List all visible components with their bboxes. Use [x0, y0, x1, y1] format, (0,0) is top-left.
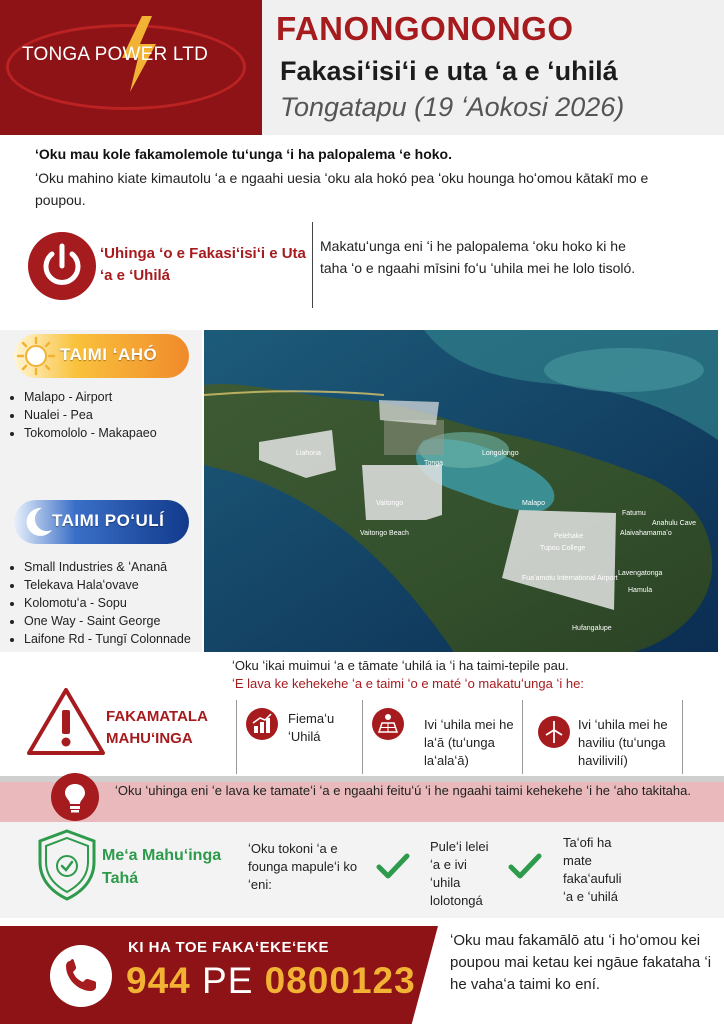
- divider: [522, 700, 523, 774]
- map-label: Hamula: [628, 587, 653, 594]
- day-area-list: [6, 388, 157, 442]
- moon-icon: [20, 504, 56, 540]
- schedule-note: ʻOku ʻikai muimui ʻa e tāmate ʻuhilá ia ʻi ha taimi-tepile pau.: [232, 658, 569, 673]
- map-label: Lavengatonga: [618, 570, 663, 577]
- day-time-label: TAIMI ʻAHÓ: [60, 345, 158, 364]
- safety-label: Meʻa Mahuʻinga Tahá: [102, 847, 222, 887]
- checkmark-icon: [376, 852, 410, 880]
- phone-number-1[interactable]: 944: [126, 960, 191, 1001]
- checkmark-icon: [508, 852, 542, 880]
- intro-text: ʻOku mahino kiate kimautolu ʻa e ngaahi uesia ʻoku ala hokó pea ʻoku hounga hoʻomou kātakī mo e poupou.: [35, 170, 649, 208]
- list-item: • Telekava Halaʻovave: [24, 576, 204, 594]
- solar-panel-icon: [372, 708, 404, 740]
- shield-check-icon: [36, 828, 98, 902]
- notice-text: ʻOku ʻuhinga eni ʻe lava ke tamateʻi ʻa e ngaahi feituʻú ʻi he ngaahi taimi kehekehe ʻi he ʻaho takitaha.: [115, 783, 691, 798]
- night-time-header: [14, 500, 189, 544]
- outage-map: [204, 330, 718, 652]
- list-item: • Tokomololo - Makapaeo: [24, 424, 157, 442]
- demand-factor-text: Fiemaʻu ʻUhilá: [288, 711, 335, 744]
- solar-factor-text: Ivi ʻuhila mei he laʻā (tuʻunga laʻalaʻā): [424, 717, 514, 768]
- sun-icon: [16, 336, 56, 376]
- list-item: • Nualei - Pea: [24, 406, 157, 424]
- map-label: Vaitongo Beach: [360, 530, 409, 537]
- map-label: Hufangalupe: [572, 625, 612, 632]
- phone-icon[interactable]: [50, 945, 112, 1007]
- map-label: Alaivahamamaʻo: [620, 530, 672, 537]
- list-item: • Laifone Rd - Tungī Colonnade: [24, 630, 204, 648]
- divider: [312, 222, 313, 308]
- apology-text: ʻOku mau kole fakamolemole tuʻunga ʻi ha palopalema ʻe hoko.: [35, 146, 452, 162]
- map-label: Malapo: [522, 500, 545, 507]
- reason-label: ʻUhinga ʻo e Fakasiʻisiʻi e Uta ʻa e ʻUhilá: [100, 245, 306, 284]
- list-item: • Malapo - Airport: [24, 388, 157, 406]
- logo-text: TONGA POWER LTD: [22, 44, 208, 65]
- map-label: Vaitongo: [376, 500, 404, 507]
- contact-label: KI HA TOE FAKAʻEKEʻEKE: [128, 939, 330, 956]
- divider: [236, 700, 237, 774]
- bar-chart-icon: [246, 708, 278, 740]
- phone-numbers[interactable]: [126, 960, 416, 1002]
- map-label: Longolongo: [482, 450, 519, 457]
- divider: [362, 700, 363, 774]
- variation-note: ʻE lava ke kehekehe ʻa e taimi ʻo e maté ʻo makatuʻunga ʻi he:: [232, 676, 584, 691]
- important-info-label: FAKAMATALA MAHUʻINGA: [106, 708, 208, 747]
- map-label: Liahona: [296, 450, 321, 457]
- night-time-label: TAIMI POʻULÍ: [52, 511, 165, 530]
- safety-intro-text: ʻOku tokoni ʻa e founga mapuleʻi ko ʻeni:: [248, 841, 358, 892]
- night-area-list: [6, 558, 204, 648]
- list-item: • Small Industries & ʻAnanā: [24, 558, 204, 576]
- map-label: Tonga: [424, 460, 444, 467]
- map-label: Pelehake: [554, 533, 584, 540]
- page-title: FANONGONONGO: [276, 10, 574, 47]
- logo-panel: [0, 0, 262, 135]
- map-label: Anahulu Cave: [652, 520, 696, 527]
- wind-turbine-icon: [538, 716, 570, 748]
- divider: [682, 700, 683, 774]
- list-item: • One Way - Saint George: [24, 612, 204, 630]
- power-icon: [28, 232, 96, 300]
- satellite-map-image: [204, 330, 718, 652]
- map-label: Fuaʻamotu International Airport: [522, 575, 618, 582]
- safety-tip-2: Taʻofi ha mate fakaʻaufuli ʻa e ʻuhilá: [563, 835, 622, 904]
- reason-description: Makatuʻunga eni ʻi he palopalema ʻoku hoko ki he taha ʻo e ngaahi mīsini foʻu ʻuhila mei he lolo tisoló.: [320, 238, 636, 276]
- list-item: • Kolomotuʻa - Sopu: [24, 594, 204, 612]
- light-bulb-icon: [51, 773, 99, 821]
- wind-factor-text: Ivi ʻuhila mei he haviliu (tuʻunga havilivilí): [578, 717, 668, 768]
- thanks-text: ʻOku mau fakamālō atu ʻi hoʻomou kei poupou mai ketau kei ngāue fakataha ʻi he vahaʻa taimi ko ení.: [450, 932, 712, 993]
- page-subtitle: Fakasiʻisiʻi e uta ʻa e ʻuhilá: [280, 56, 618, 86]
- day-time-header: [14, 334, 189, 378]
- safety-tip-1: Puleʻi lelei ʻa e ivi ʻuhila lolotongá: [430, 839, 489, 908]
- map-label: Tupou College: [540, 545, 586, 552]
- map-label: Fatumu: [622, 510, 646, 517]
- warning-icon: [26, 686, 106, 756]
- phone-number-2[interactable]: 0800123: [264, 960, 416, 1001]
- page-date: Tongatapu (19 ʻAokosi 2026): [280, 92, 625, 122]
- or-word: PE: [202, 960, 254, 1001]
